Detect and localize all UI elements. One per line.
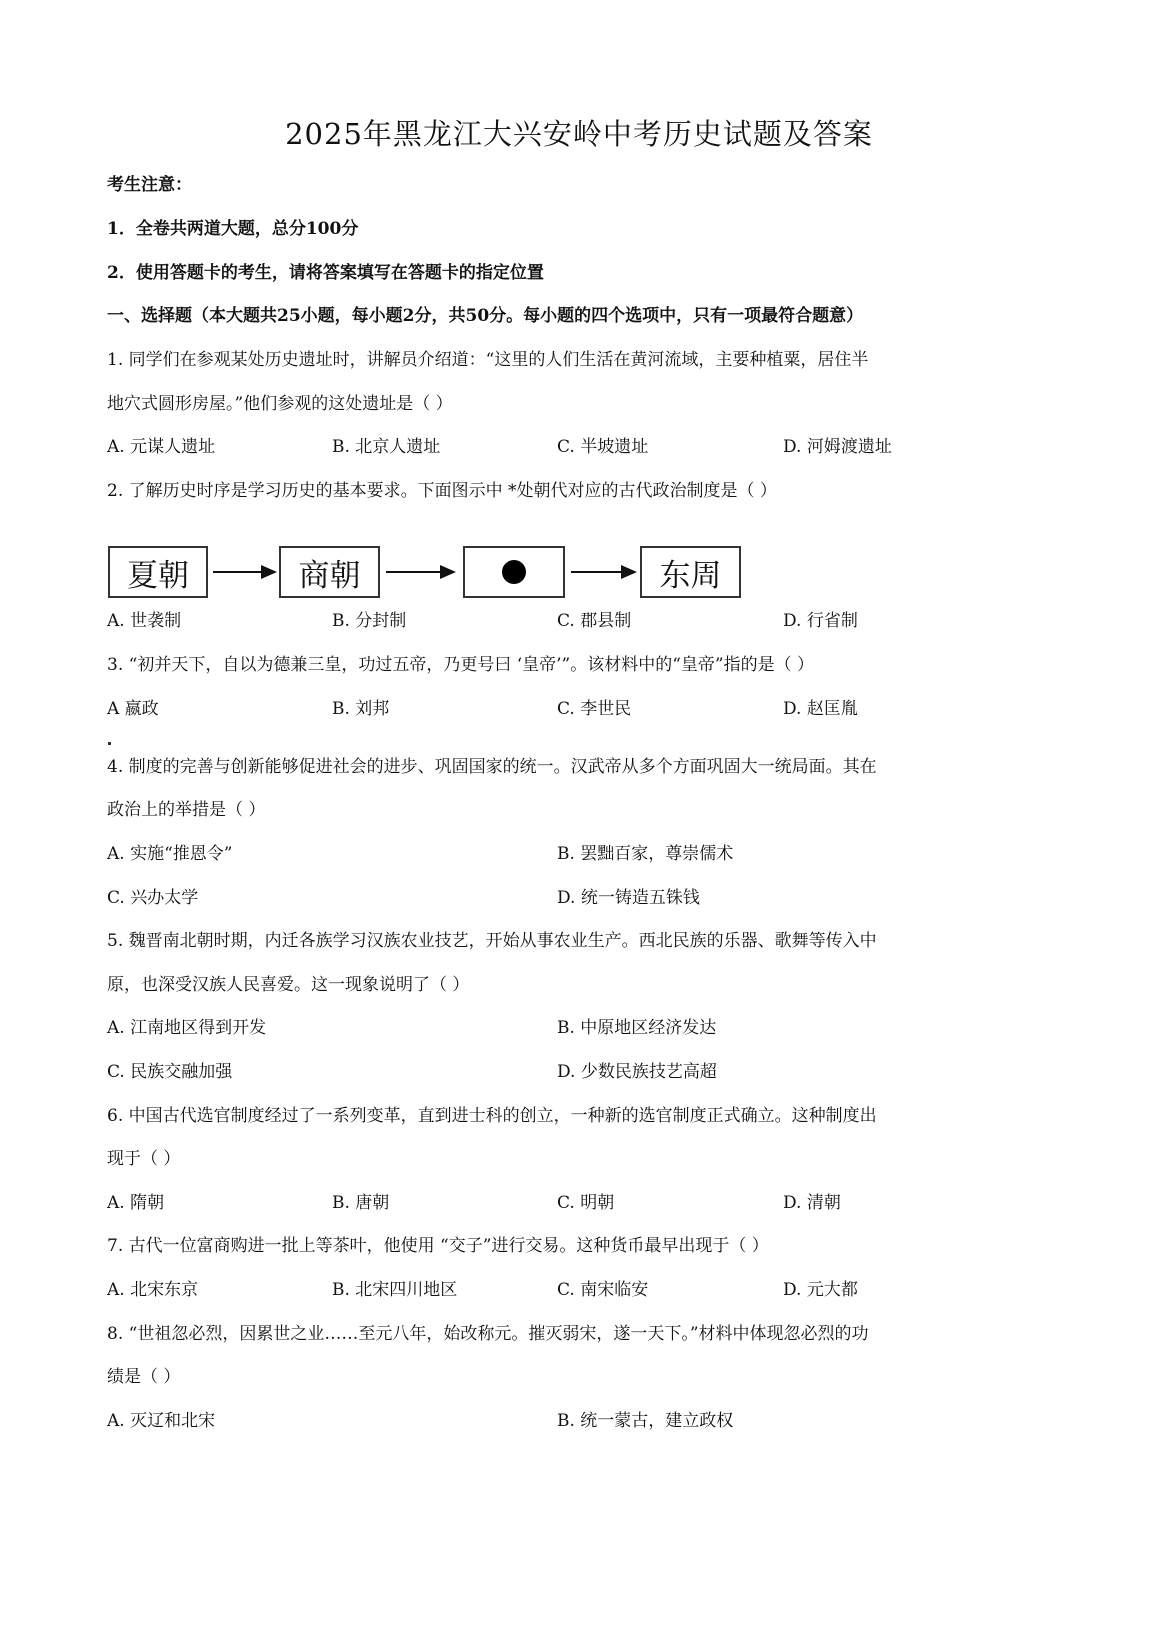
stray-mark xyxy=(108,742,111,745)
option-a: A. 江南地区得到开发 xyxy=(107,1018,267,1038)
option-a: A. 灭辽和北宋 xyxy=(107,1411,216,1431)
option-a: A. 北宋东京 xyxy=(107,1280,199,1300)
option-c: C. 郡县制 xyxy=(557,611,632,631)
question-1-text: 地穴式圆形房屋。”他们参观的这处遗址是（ ） xyxy=(107,394,453,414)
option-b: B. 统一蒙古，建立政权 xyxy=(557,1411,734,1431)
option-d: D. 赵匡胤 xyxy=(783,699,858,719)
notice-item: 1．全卷共两道大题，总分100分 xyxy=(107,219,359,239)
question-8-text: 8. “世祖忽必烈，因累世之业……至元八年，始改称元。摧灭弱宋，遂一天下。”材料中体现忽必烈的功 xyxy=(107,1324,869,1344)
option-c: C. 李世民 xyxy=(557,699,632,719)
option-d: D. 元大都 xyxy=(783,1280,858,1300)
option-c: C. 南宋临安 xyxy=(557,1280,649,1300)
dynasty-box-shang: 商朝 xyxy=(279,546,380,598)
option-b: B. 北宋四川地区 xyxy=(332,1280,458,1300)
option-d: D. 统一铸造五铢钱 xyxy=(557,888,700,908)
dynasty-box-unknown xyxy=(463,546,565,598)
option-b: B. 唐朝 xyxy=(332,1193,390,1213)
notice-heading: 考生注意： xyxy=(107,175,192,195)
option-a: A 嬴政 xyxy=(107,699,159,719)
option-a: A. 实施“推恩令” xyxy=(107,844,233,864)
option-d: D. 清朝 xyxy=(783,1193,841,1213)
dynasty-box-xia: 夏朝 xyxy=(108,546,208,598)
option-c: C. 明朝 xyxy=(557,1193,615,1213)
question-3-text: 3. “初并天下，自以为德兼三皇，功过五帝，乃更号曰 ‘皇帝’”。该材料中的“皇帝”指的是（ ） xyxy=(107,655,815,675)
question-2-text: 2. 了解历史时序是学习历史的基本要求。下面图示中 *处朝代对应的古代政治制度是（ ） xyxy=(107,481,777,501)
option-b: B. 罢黜百家，尊崇儒术 xyxy=(557,844,734,864)
question-7-text: 7. 古代一位富商购进一批上等茶叶，他使用 “交子”进行交易。这种货币最早出现于（ ） xyxy=(107,1236,769,1256)
page-title: 2025年黑龙江大兴安岭中考历史试题及答案 xyxy=(285,117,873,151)
option-a: A. 元谋人遗址 xyxy=(107,437,216,457)
option-d: D. 河姆渡遗址 xyxy=(783,437,892,457)
question-6-text: 6. 中国古代选官制度经过了一系列变革，直到进士科的创立，一种新的选官制度正式确立。这种制度出 xyxy=(107,1106,877,1126)
option-d: D. 行省制 xyxy=(783,611,858,631)
question-5-text: 原，也深受汉族人民喜爱。这一现象说明了（ ） xyxy=(107,975,470,995)
question-4-text: 4. 制度的完善与创新能够促进社会的进步、巩固国家的统一。汉武帝从多个方面巩固大一统局面。其在 xyxy=(107,757,877,777)
dynasty-box-dongzhou: 东周 xyxy=(640,546,741,598)
question-8-text: 绩是（ ） xyxy=(107,1367,181,1387)
arrow-icon xyxy=(386,565,458,579)
notice-item: 2．使用答题卡的考生，请将答案填写在答题卡的指定位置 xyxy=(107,263,544,283)
question-5-text: 5. 魏晋南北朝时期，内迁各族学习汉族农业技艺，开始从事农业生产。西北民族的乐器、歌舞等传入中 xyxy=(107,931,877,951)
option-b: B. 分封制 xyxy=(332,611,407,631)
option-c: C. 民族交融加强 xyxy=(107,1062,233,1082)
option-b: B. 北京人遗址 xyxy=(332,437,441,457)
question-1-text: 1. 同学们在参观某处历史遗址时，讲解员介绍道：“这里的人们生活在黄河流域，主要种植粟，居住半 xyxy=(107,350,869,370)
option-b: B. 刘邦 xyxy=(332,699,390,719)
arrow-icon xyxy=(571,565,637,579)
section-heading: 一、选择题（本大题共25小题，每小题2分，共50分。每小题的四个选项中，只有一项最符合题意） xyxy=(107,306,864,326)
option-c: C. 半坡遗址 xyxy=(557,437,649,457)
black-dot-icon xyxy=(502,560,526,584)
option-a: A. 隋朝 xyxy=(107,1193,165,1213)
option-b: B. 中原地区经济发达 xyxy=(557,1018,717,1038)
option-c: C. 兴办太学 xyxy=(107,888,199,908)
question-4-text: 政治上的举措是（ ） xyxy=(107,800,266,820)
arrow-icon xyxy=(213,565,277,579)
option-d: D. 少数民族技艺高超 xyxy=(557,1062,717,1082)
question-6-text: 现于（ ） xyxy=(107,1149,181,1169)
option-a: A. 世袭制 xyxy=(107,611,182,631)
